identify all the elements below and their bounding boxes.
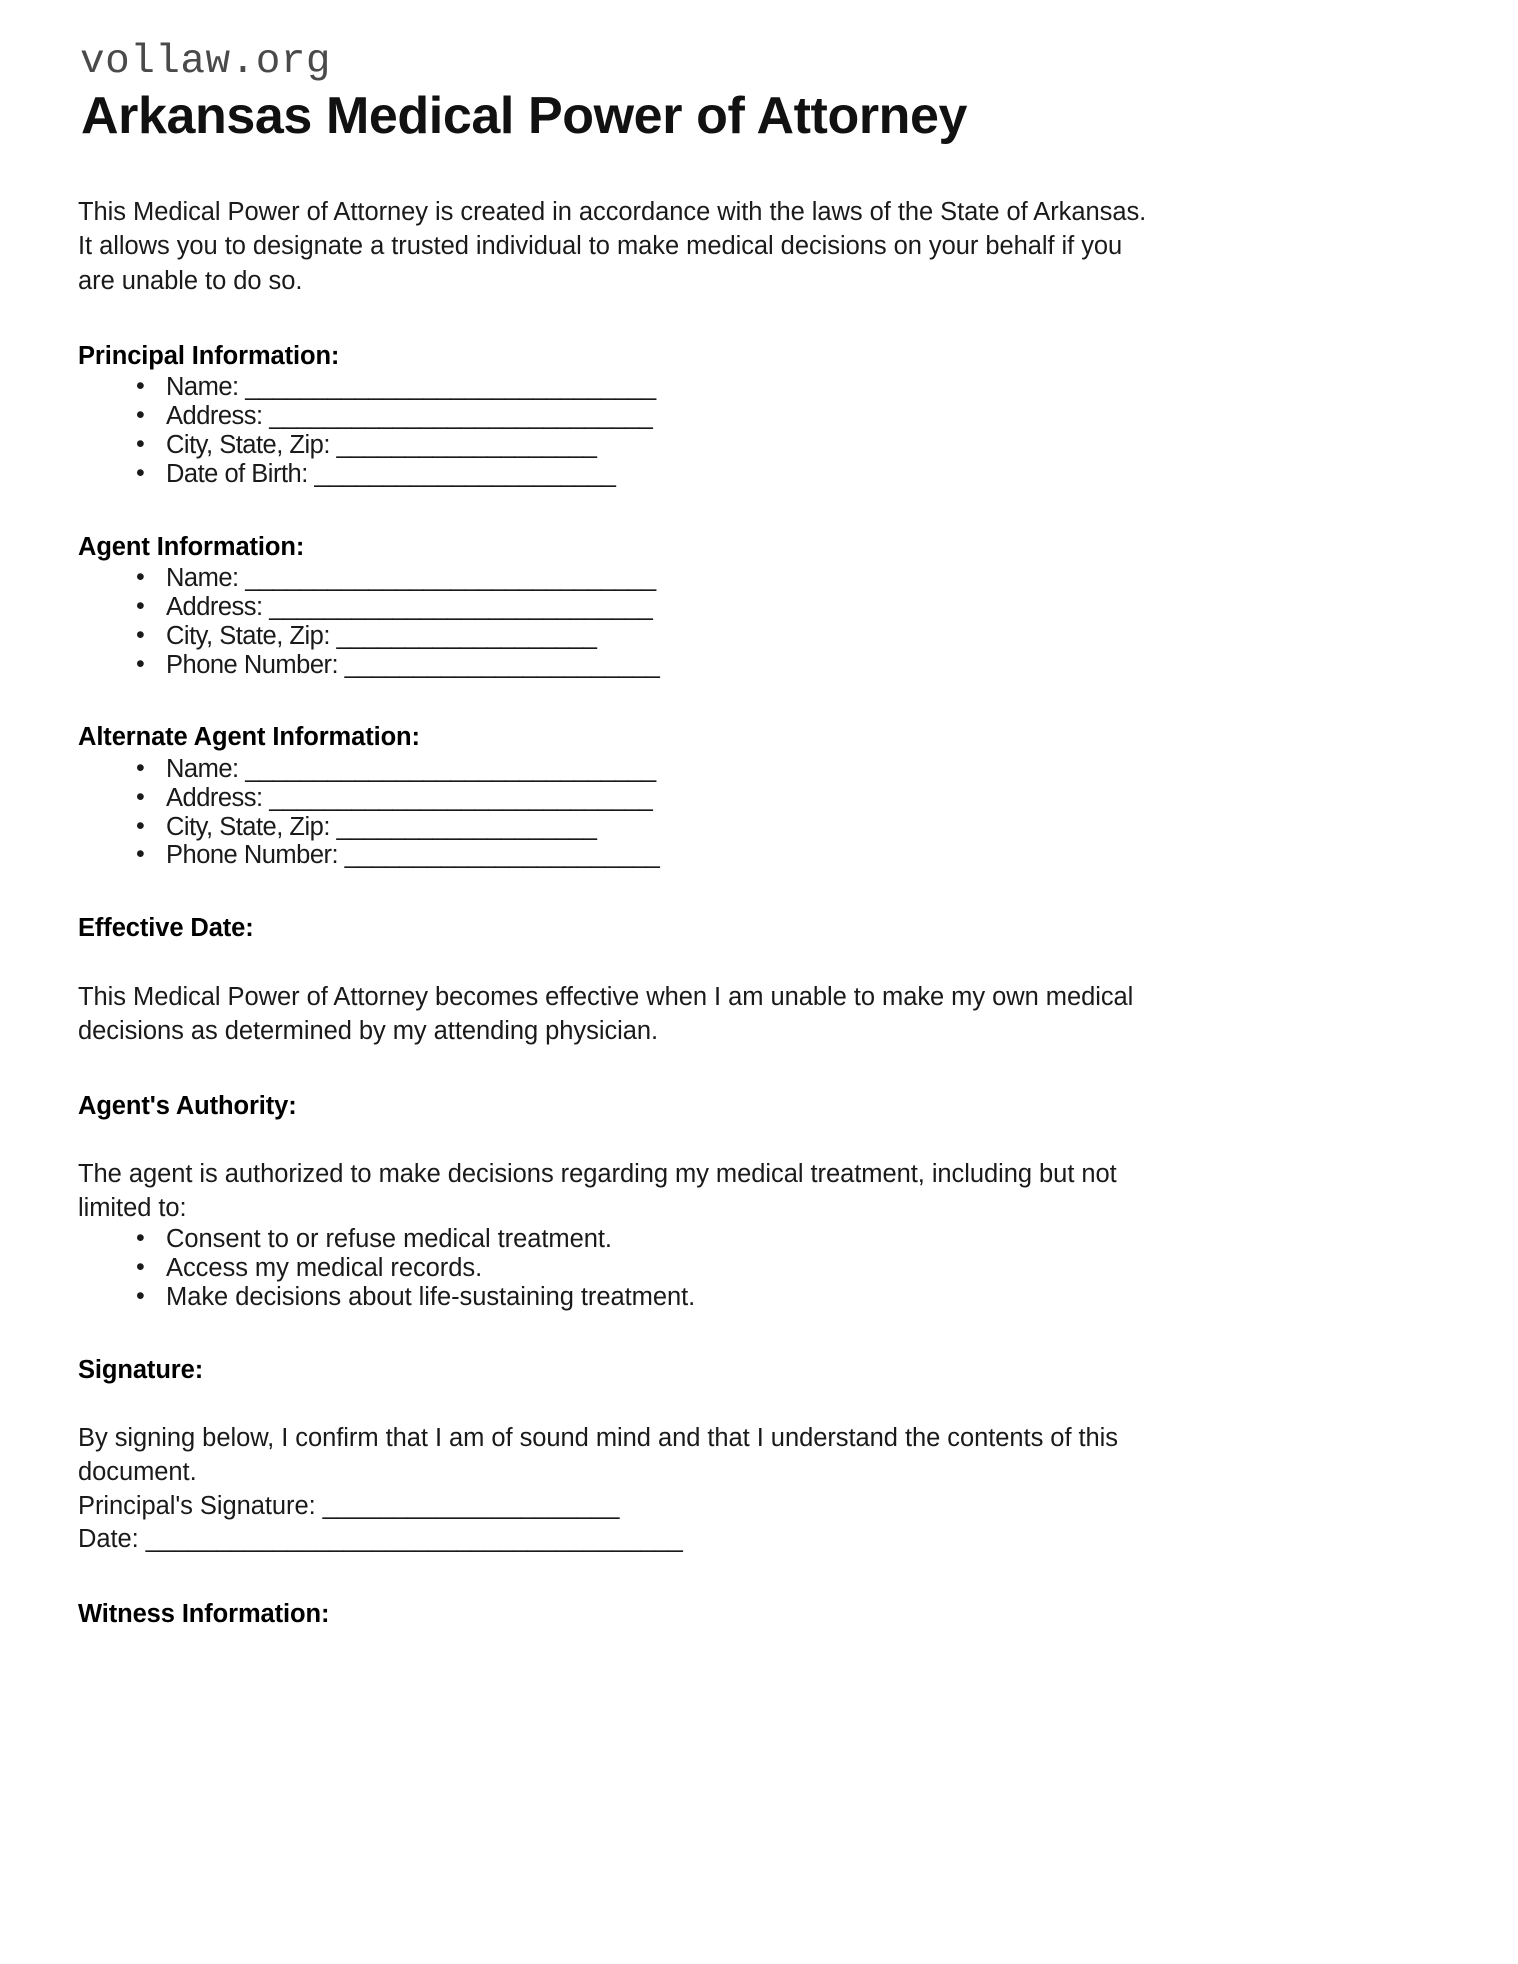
list-item	[122, 460, 1422, 489]
list-item	[122, 431, 1422, 460]
list-item	[122, 593, 1422, 622]
agents-authority-paragraph: The agent is authorized to make decisions regarding my medical treatment, including but not limited to:	[78, 1159, 1117, 1223]
principal-date-of-birth-field[interactable]: Date of Birth: ______________________	[166, 459, 616, 488]
agent-address-field[interactable]: Address: ____________________________	[166, 592, 653, 621]
list-item	[122, 784, 1422, 813]
effective-date-paragraph: This Medical Power of Attorney becomes effective when I am unable to make my own medical decisions as determined by my attending physician.	[78, 982, 1134, 1045]
section-heading-effective-date: Effective Date:	[78, 914, 254, 943]
list-item	[122, 622, 1422, 651]
alternate-agent-name-field[interactable]: Name: ______________________________	[166, 754, 656, 783]
list-item	[122, 564, 1422, 593]
list-item	[122, 841, 1422, 870]
alternate-agent-city-state-zip-field[interactable]: City, State, Zip: ___________________	[166, 812, 597, 841]
list-item: • Consent to or refuse medical treatment.	[122, 1225, 1422, 1254]
principal-name-field[interactable]: Name: ______________________________	[166, 372, 656, 401]
section-heading-witness-information: Witness Information:	[78, 1599, 330, 1628]
signature-date-field[interactable]: Date: ______________________________________	[78, 1524, 683, 1553]
list-item	[122, 373, 1422, 402]
list-item: • Make decisions about life-sustaining treatment.	[122, 1283, 1422, 1312]
section-heading-principal-information: Principal Information:	[78, 341, 340, 370]
intro-paragraph: This Medical Power of Attorney is created in accordance with the laws of the State of Arkansas. It allows you to designate a trusted individual to make medical decisions on your behalf if you are unable to do so.	[78, 198, 1147, 295]
principal-city-state-zip-field[interactable]: City, State, Zip: ___________________	[166, 430, 597, 459]
section-heading-signature: Signature:	[78, 1356, 204, 1385]
agent-name-field[interactable]: Name: ______________________________	[166, 563, 656, 592]
agent-city-state-zip-field[interactable]: City, State, Zip: ___________________	[166, 621, 597, 650]
signature-paragraph: By signing below, I confirm that I am of sound mind and that I understand the contents of this document.	[78, 1424, 1118, 1487]
list-item	[122, 813, 1422, 842]
agents-authority-list	[78, 1225, 1422, 1312]
alternate-agent-address-field[interactable]: Address: ____________________________	[166, 783, 653, 812]
agent-phone-number-field[interactable]: Phone Number: _______________________	[166, 650, 660, 679]
principal-information-list	[78, 373, 1422, 489]
list-item	[122, 755, 1422, 784]
section-heading-agents-authority: Agent's Authority:	[78, 1091, 297, 1120]
page-title: Arkansas Medical Power of Attorney	[81, 87, 968, 145]
principal-address-field[interactable]: Address: ____________________________	[166, 401, 653, 430]
section-heading-agent-information: Agent Information:	[78, 532, 305, 561]
alternate-agent-phone-number-field[interactable]: Phone Number: _______________________	[166, 841, 660, 870]
alternate-agent-information-list	[78, 755, 1422, 871]
principal-signature-field[interactable]: Principal's Signature: _____________________	[78, 1491, 620, 1520]
list-item	[122, 651, 1422, 680]
section-heading-alternate-agent-information: Alternate Agent Information:	[78, 723, 420, 752]
site-brand-logo: vollaw.org	[80, 39, 332, 85]
agent-information-list	[78, 564, 1422, 680]
list-item: • Access my medical records.	[122, 1254, 1422, 1283]
list-item	[122, 402, 1422, 431]
